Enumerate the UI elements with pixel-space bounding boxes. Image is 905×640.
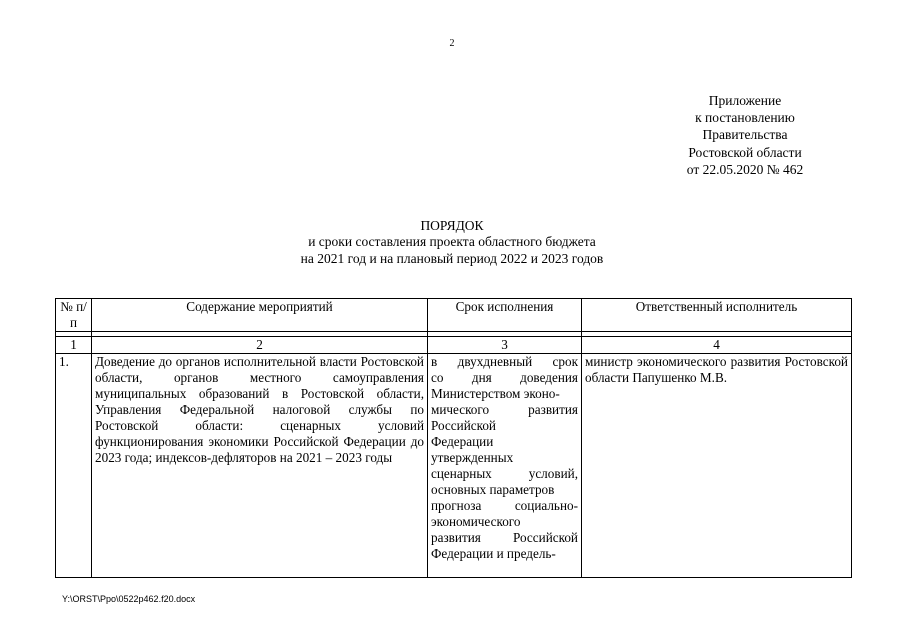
appendix-line: Ростовской области	[688, 144, 802, 160]
deadline-line: в двухдневный срок	[431, 354, 578, 369]
appendix-line: к постановлению	[695, 110, 795, 126]
header-cell-executor: Ответственный исполнитель	[582, 299, 852, 332]
deadline-line: Федерации	[431, 434, 494, 449]
table-row	[56, 354, 852, 578]
row-executor: министр экономического развития Ростовской области Папушенко М.В.	[582, 354, 852, 578]
appendix-line: Правительства	[702, 127, 788, 143]
header-cell-number: № п/п	[56, 299, 92, 332]
title-line: на 2021 год и на плановый период 2022 и 2023 годов	[300, 250, 604, 266]
column-number: 2	[92, 337, 428, 354]
deadline-line: экономического	[431, 514, 521, 529]
deadline-line: мического развития	[431, 402, 578, 417]
page-number: 2	[449, 38, 455, 49]
deadline-line: сценарных условий,	[431, 466, 578, 481]
column-number-row	[56, 337, 852, 354]
title-heading: ПОРЯДОК	[420, 218, 484, 233]
deadline-line: развития Российской	[431, 530, 578, 545]
appendix-line: Приложение	[708, 93, 782, 108]
deadline-line: утвержденных	[431, 450, 514, 465]
appendix-block	[660, 92, 830, 178]
document-title	[230, 218, 674, 267]
title-line: и сроки составления проекта областного бюджета	[308, 234, 596, 250]
row-number: 1.	[56, 354, 92, 578]
appendix-line: от 22.05.2020 № 462	[686, 161, 804, 177]
deadline-line: Российской	[431, 418, 496, 433]
deadline-line: основных параметров	[431, 482, 555, 497]
column-number: 3	[428, 337, 582, 354]
table-header-row	[56, 299, 852, 332]
row-content: Доведение до органов исполнительной власти Ростовской области, органов местного самоуправления муниципальных образований в Ростовской области, Управления Федеральной налоговой службы по Ростовской области: сценарных условий функционирования экономики Российской Федерации до 2023 года; индексов-дефляторов на 2021 – 2023 годы	[92, 354, 428, 578]
file-path-footer: Y:\ORST\Ppo\0522p462.f20.docx	[62, 594, 196, 604]
deadline-line: Федерации и предель-	[431, 546, 556, 561]
header-cell-content: Содержание мероприятий	[92, 299, 428, 332]
deadline-line: прогноза социально-	[431, 498, 578, 513]
deadline-line: со дня доведения	[431, 370, 578, 385]
row-deadline	[428, 354, 582, 578]
deadline-line: Министерством эконо-	[431, 386, 560, 401]
procedure-table	[55, 298, 852, 578]
column-number: 1	[56, 337, 92, 354]
header-cell-deadline: Срок исполнения	[428, 299, 582, 332]
column-number: 4	[582, 337, 852, 354]
